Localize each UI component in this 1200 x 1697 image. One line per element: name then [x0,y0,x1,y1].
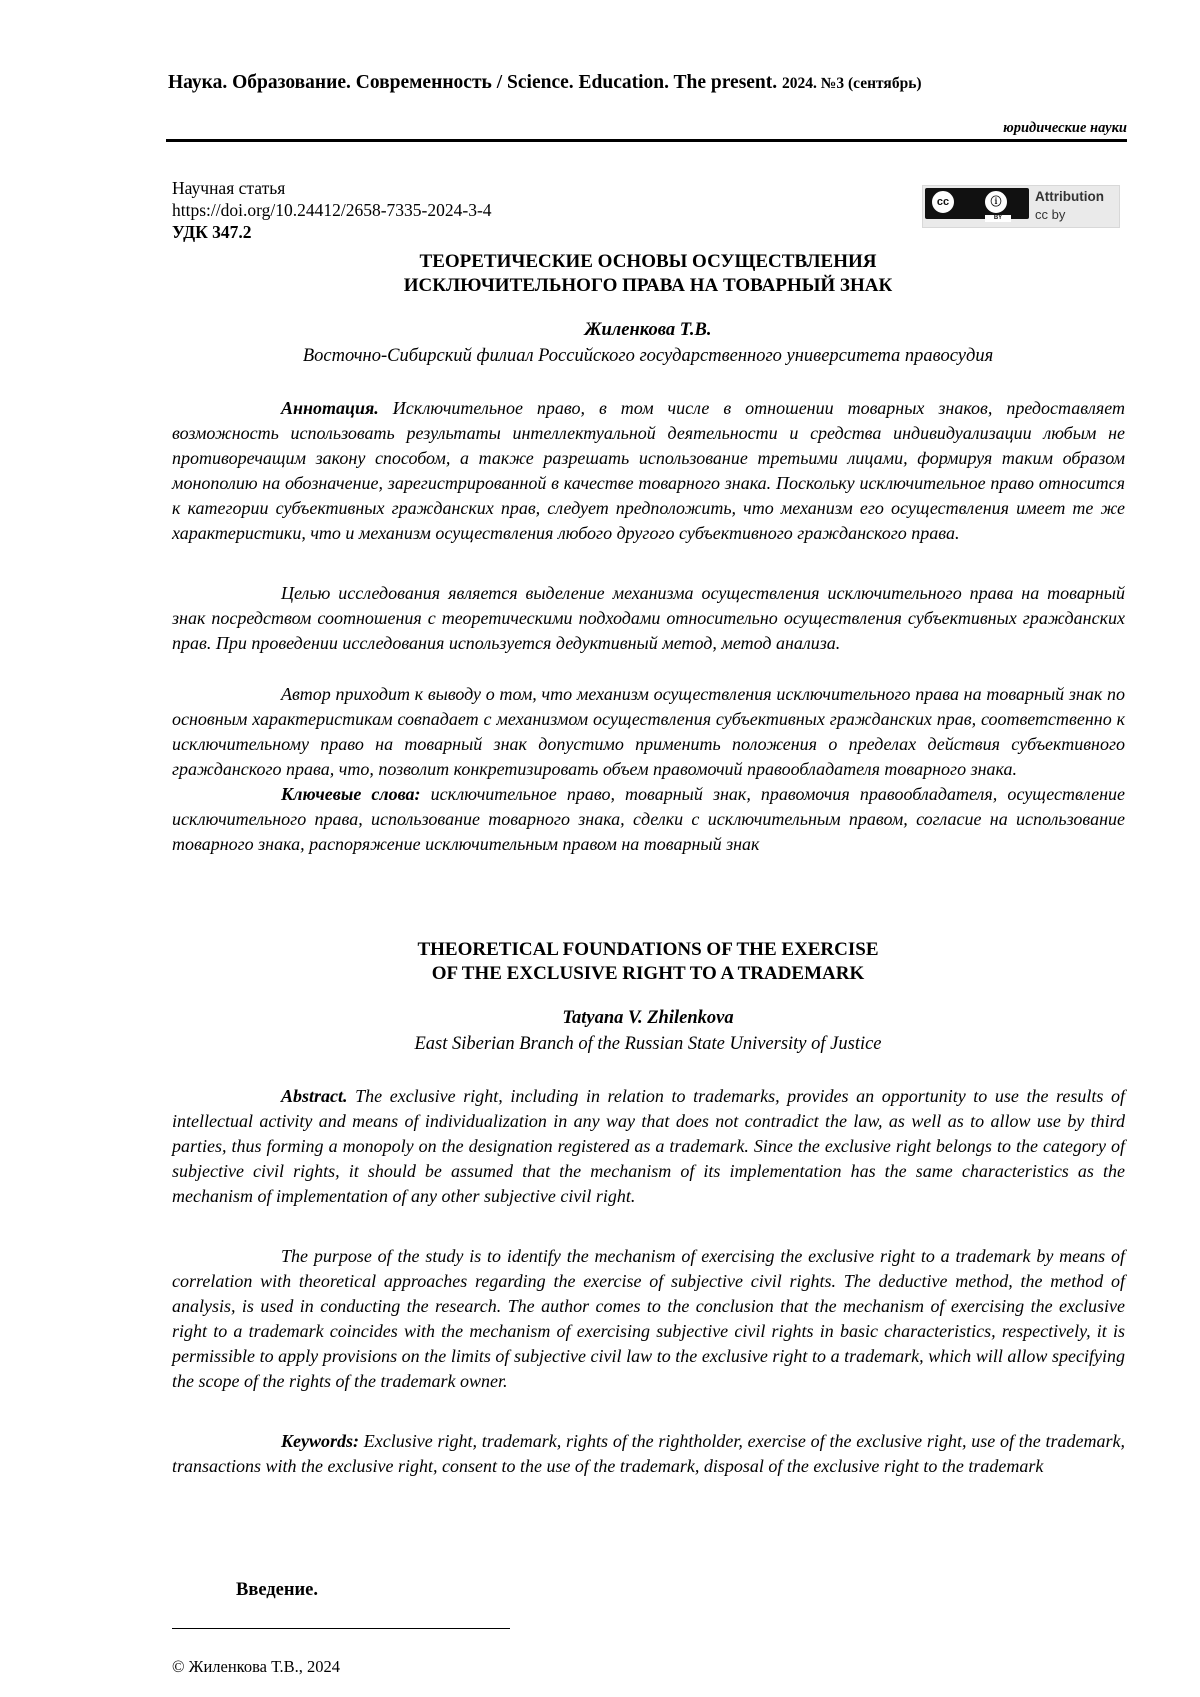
ru-keywords-text: исключительное право, товарный знак, правомочия правообладателя, осуществление исключительного права, использование товарного знака, сделки с исключительным правом, согласие на использование товарного знака, распоряжение исключительным правом на товарный знак [172,784,1125,854]
ru-keywords [172,782,1125,857]
section-label: юридические науки [1003,120,1127,136]
ru-title-line-2: ИСКЛЮЧИТЕЛЬНОГО ПРАВА НА ТОВАРНЫЙ ЗНАК [403,275,893,296]
en-keywords-text: Exclusive right, trademark, rights of the rightholder, exercise of the exclusive right, use of the trademark, transactions with the exclusive right, consent to the use of the trademark, disposal of the exclusive right to the trademark [172,1431,1125,1476]
introduction-heading: Введение. [236,1580,319,1600]
en-title-line-2: OF THE EXCLUSIVE RIGHT TO A TRADEMARK [431,963,865,984]
ru-abstract-text-1: Исключительное право, в том числе в отношении товарных знаков, предоставляет возможность использовать результаты интеллектуальной деятельности и средства индивидуализации любым не противоречащим закону способом, а также разрешать использование третьими лицами, формируя таким образом монополию на обозначение, зарегистрированной в качестве товарного знака. Поскольку исключительное право относится к категории субъективных гражданских прав, следует предположить, что механизм его осуществления имеет те же характеристики, что и механизм осуществления любого другого субъективного гражданского права. [172,398,1125,543]
by-label: BY [985,215,1011,222]
ru-author: Жиленкова Т.В. [584,320,712,340]
journal-issue: 2024. №3 (сентябрь) [782,75,922,92]
en-keywords [172,1429,1125,1479]
en-affiliation: East Siberian Branch of the Russian State University of Justice [414,1034,882,1054]
en-keywords-label: Keywords: [281,1431,359,1451]
article-type: Научная статья [172,178,286,198]
en-article-title [168,938,1128,986]
license-text-bottom: cc by [1035,207,1066,222]
footnote-divider [172,1628,510,1629]
doi-link[interactable]: https://doi.org/10.24412/2658-7335-2024-3-4 [172,200,492,220]
ru-abstract-paragraph-3: Автор приходит к выводу о том, что механизм осуществления исключительного права на товарный знак по основным характеристикам совпадает с механизмом осуществления субъективных гражданских прав, соответственно к исключительному право на товарный знак допустимо применить положения о пределах действия субъективного гражданского права, что, позволит конкретизировать объем правомочий правообладателя товарного знака. [172,684,1125,779]
journal-header [168,72,1128,94]
ru-abstract-label: Аннотация. [281,398,379,418]
ru-article-title [168,250,1128,298]
copyright-notice: © Жиленкова Т.В., 2024 [172,1657,341,1676]
en-abstract-paragraph-2: The purpose of the study is to identify the mechanism of exercising the exclusive right to a trademark by means of correlation with theoretical approaches regarding the exercise of subjective civil rights. The deductive method, the method of analysis, is used in conducting the research. The author comes to the conclusion that the mechanism of exercising the exclusive right to a trademark coincides with the mechanism of exercising subjective civil rights in basic characteristics, respectively, it is permissible to apply provisions on the limits of subjective civil law to the exclusive right to a trademark, which will allow specifying the scope of the rights of the trademark owner. [172,1246,1125,1391]
ru-keywords-label: Ключевые слова: [281,784,421,804]
ru-title-line-1: ТЕОРЕТИЧЕСКИЕ ОСНОВЫ ОСУЩЕСТВЛЕНИЯ [419,251,877,272]
journal-title: Наука. Образование. Современность / Science. Education. The present. [168,72,778,93]
en-title-line-1: THEORETICAL FOUNDATIONS OF THE EXERCISE [417,939,879,960]
en-abstract-label: Abstract. [281,1086,348,1106]
en-abstract-paragraph-1 [172,1084,1125,1209]
ru-affiliation: Восточно-Сибирский филиал Российского государственного университета правосудия [302,346,994,366]
udc-code: УДК 347.2 [172,222,252,242]
attribution-person-icon: ⓘ [983,189,1009,215]
ru-abstract-paragraph-2: Целью исследования является выделение механизма осуществления исключительного права на товарный знак посредством соотношения с теоретическими подходами относительно осуществления субъективных гражданских прав. При проведении исследования используется дедуктивный метод, метод анализа. [172,583,1125,653]
license-badge[interactable] [922,185,1120,228]
header-divider [166,139,1127,142]
license-text-top: Attribution [1035,189,1104,204]
ru-abstract-paragraph-1 [172,396,1125,546]
article-meta [172,177,492,243]
en-abstract-text-1: The exclusive right, including in relation to trademarks, provides an opportunity to use the results of intellectual activity and means of individualization in any way that does not contradict the law, as well as to allow use by third parties, thus forming a monopoly on the designation registered as a trademark. Since the exclusive right belongs to the category of subjective civil rights, it should be assumed that the mechanism of its implementation has the same characteristics as the mechanism of implementation of any other subjective civil right. [172,1086,1125,1206]
cc-icon: cc [930,189,956,215]
en-author: Tatyana V. Zhilenkova [562,1008,734,1028]
